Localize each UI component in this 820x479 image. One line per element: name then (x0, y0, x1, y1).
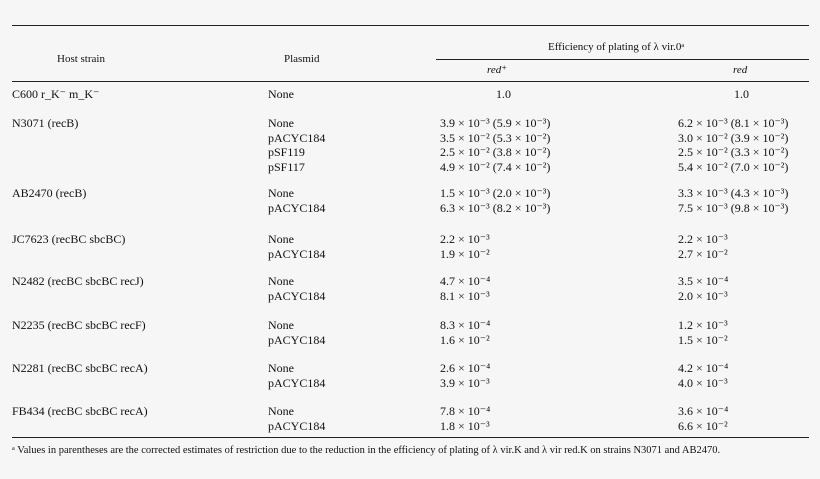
plasmid-cell: pACYC184 (268, 288, 326, 303)
plasmid-cell: pACYC184 (268, 246, 326, 261)
plasmid-cell: pSF117 (268, 159, 305, 174)
red-value-cell: 4.0 × 10⁻³ (678, 375, 728, 390)
plasmid-cell: None (268, 318, 294, 332)
plasmid-cell: None (268, 87, 294, 101)
red-value-cell: 6.2 × 10⁻³ (8.1 × 10⁻³) (678, 116, 789, 130)
subheader-rule (436, 59, 809, 60)
red-plus-value-cell: 2.5 × 10⁻² (3.8 × 10⁻²) (440, 145, 551, 159)
red-plus-value-cell: 3.9 × 10⁻³ (440, 375, 490, 390)
red-value-cell: 1.0 (734, 87, 749, 101)
red-plus-value-cell: 3.5 × 10⁻² (5.3 × 10⁻²) (440, 130, 551, 145)
host-strain-cell: AB2470 (recB) (12, 186, 87, 200)
red-value-cell: 1.2 × 10⁻³ (678, 318, 728, 332)
red-value-cell: 7.5 × 10⁻³ (9.8 × 10⁻³) (678, 200, 789, 215)
host-strain-cell: N3071 (recB) (12, 116, 79, 130)
red-plus-value-cell: 8.3 × 10⁻⁴ (440, 318, 491, 332)
header-efficiency: Efficiency of plating of λ vir.0ᵃ (548, 41, 685, 53)
red-plus-value-cell: 1.9 × 10⁻² (440, 246, 490, 261)
red-plus-value-cell: 1.5 × 10⁻³ (2.0 × 10⁻³) (440, 186, 551, 200)
plasmid-cell: None (268, 232, 294, 246)
plasmid-cell: None (268, 404, 294, 418)
red-value-cell: 5.4 × 10⁻² (7.0 × 10⁻²) (678, 159, 789, 174)
host-strain-cell: N2482 (recBC sbcBC recJ) (12, 274, 144, 288)
plasmid-cell: None (268, 361, 294, 375)
red-value-cell: 3.6 × 10⁻⁴ (678, 404, 729, 418)
red-plus-value-cell: 1.8 × 10⁻³ (440, 418, 490, 433)
header-host-strain: Host strain (57, 53, 105, 65)
red-value-cell: 3.5 × 10⁻⁴ (678, 274, 729, 288)
red-plus-value-cell: 1.6 × 10⁻² (440, 332, 490, 347)
plasmid-cell: pACYC184 (268, 200, 326, 215)
bottom-rule (12, 437, 809, 438)
red-plus-value-cell: 1.0 (496, 87, 511, 101)
red-plus-value-cell: 7.8 × 10⁻⁴ (440, 404, 491, 418)
plasmid-cell: None (268, 186, 294, 200)
red-plus-value-cell: 6.3 × 10⁻³ (8.2 × 10⁻³) (440, 200, 551, 215)
table-footnote: ᵃ Values in parentheses are the corrected estimates of restriction due to the reduction in the efficiency of plating of λ vir.K and λ vir red.K on strains N3071 and AB2470. (12, 445, 721, 456)
red-plus-value-cell: 2.6 × 10⁻⁴ (440, 361, 491, 375)
host-strain-cell: FB434 (recBC sbcBC recA) (12, 404, 148, 418)
host-strain-cell: N2281 (recBC sbcBC recA) (12, 361, 148, 375)
header-red: red (733, 64, 748, 76)
plasmid-cell: None (268, 274, 294, 288)
red-plus-value-cell: 3.9 × 10⁻³ (5.9 × 10⁻³) (440, 116, 551, 130)
host-strain-cell: JC7623 (recBC sbcBC) (12, 232, 126, 246)
red-value-cell: 2.0 × 10⁻³ (678, 288, 728, 303)
red-plus-value-cell: 8.1 × 10⁻³ (440, 288, 490, 303)
host-strain-cell: N2235 (recBC sbcBC recF) (12, 318, 146, 332)
plasmid-cell: pACYC184 (268, 375, 326, 390)
red-plus-value-cell: 4.9 × 10⁻² (7.4 × 10⁻²) (440, 159, 551, 174)
red-value-cell: 2.2 × 10⁻³ (678, 232, 728, 246)
plasmid-cell: pACYC184 (268, 418, 326, 433)
red-plus-value-cell: 2.2 × 10⁻³ (440, 232, 490, 246)
plasmid-cell: pSF119 (268, 145, 305, 159)
host-strain-cell: C600 r_K⁻ m_K⁻ (12, 87, 100, 101)
header-bottom-rule (12, 81, 809, 82)
plasmid-cell: None (268, 116, 294, 130)
header-red-plus: red⁺ (487, 64, 508, 76)
top-rule (12, 25, 809, 26)
red-value-cell: 1.5 × 10⁻² (678, 332, 728, 347)
red-value-cell: 3.3 × 10⁻³ (4.3 × 10⁻³) (678, 186, 789, 200)
red-value-cell: 6.6 × 10⁻² (678, 418, 728, 433)
red-value-cell: 3.0 × 10⁻² (3.9 × 10⁻²) (678, 130, 789, 145)
red-value-cell: 2.5 × 10⁻² (3.3 × 10⁻²) (678, 145, 789, 159)
plasmid-cell: pACYC184 (268, 130, 326, 145)
header-plasmid: Plasmid (284, 53, 320, 65)
plasmid-cell: pACYC184 (268, 332, 326, 347)
red-plus-value-cell: 4.7 × 10⁻⁴ (440, 274, 491, 288)
red-value-cell: 4.2 × 10⁻⁴ (678, 361, 729, 375)
red-value-cell: 2.7 × 10⁻² (678, 246, 728, 261)
